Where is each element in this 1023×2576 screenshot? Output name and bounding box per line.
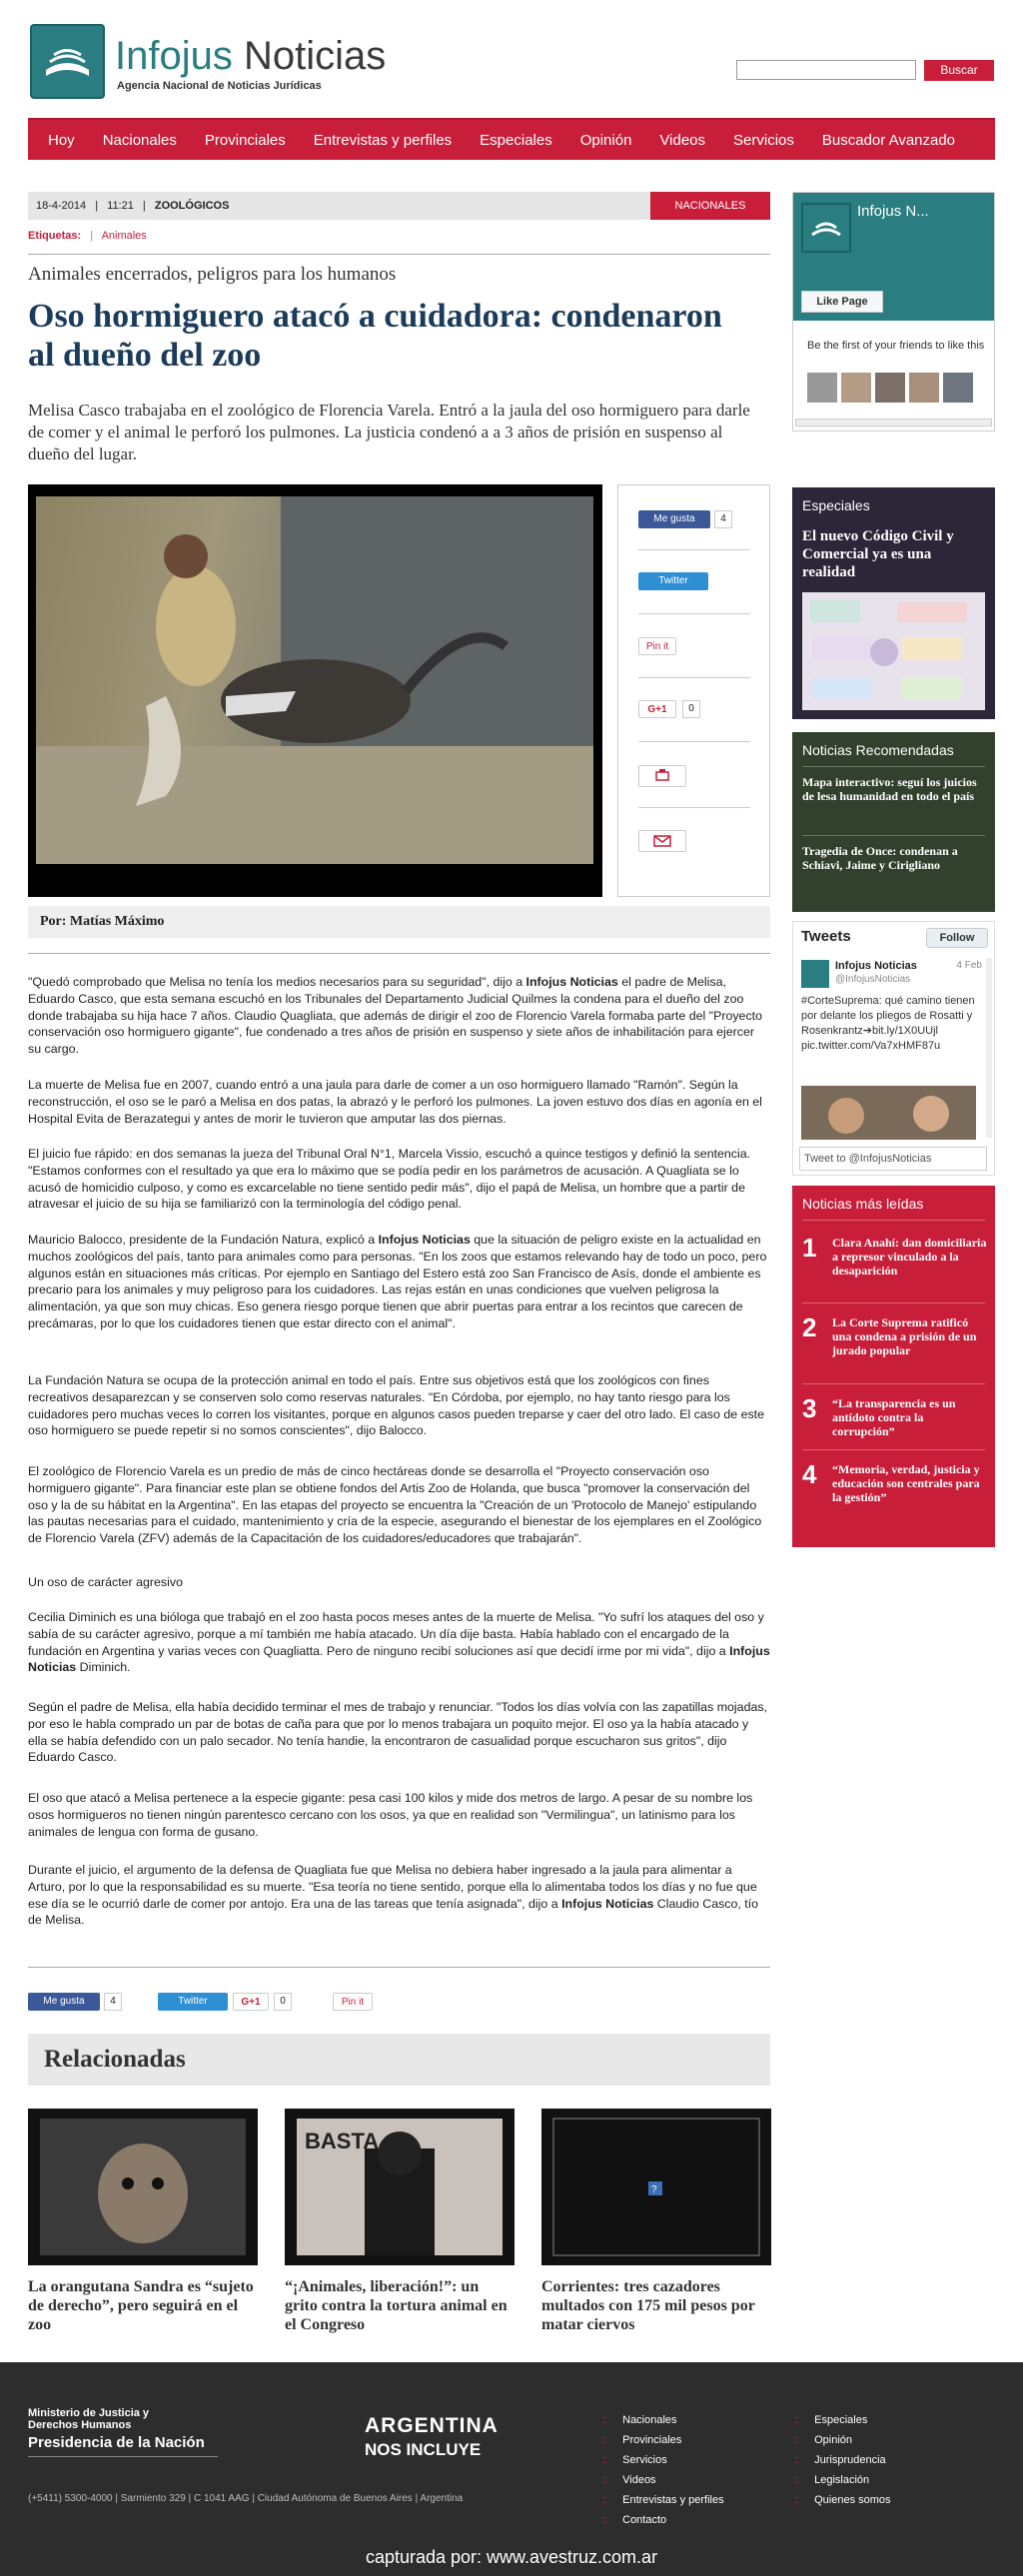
pinterest-button[interactable]: Pin it <box>638 637 676 655</box>
svg-text:BASTA: BASTA <box>305 2129 380 2153</box>
ministerio-logo[interactable]: Ministerio de Justicia y Derechos Humanos <box>28 2407 150 2431</box>
article-category[interactable]: ZOOLÓGICOS <box>154 200 230 212</box>
avatar[interactable] <box>909 373 939 403</box>
related-heading: Relacionadas <box>28 2034 770 2086</box>
footer-address: (+5411) 5300-4000 | Sarmiento 329 | C 1041 AAG | Ciudad Autónoma de Buenos Aires | Argentina <box>28 2493 464 2504</box>
facebook-page-name[interactable]: Infojus N... <box>857 203 929 220</box>
nav-item-opinion[interactable]: Opinión <box>579 131 632 149</box>
print-icon[interactable] <box>638 765 686 787</box>
facebook-friends-text: Be the first of your friends to like this <box>807 340 985 352</box>
share-column <box>617 484 770 897</box>
mas-leidas-label: Noticias más leídas <box>802 1196 924 1212</box>
twitter-button[interactable]: Twitter <box>158 1993 228 2011</box>
argentina-logo-text: ARGENTINA <box>365 2414 499 2437</box>
twitter-avatar[interactable] <box>801 960 829 988</box>
divider <box>638 677 750 678</box>
mas-leida-link[interactable]: La Corte Suprema ratificó una condena a prisión de un jurado popular <box>832 1315 977 1357</box>
paragraph-bold: Infojus Noticias <box>525 975 618 989</box>
divider <box>638 613 750 614</box>
gplus-button[interactable]: G+1 <box>638 700 676 718</box>
related-image-protest[interactable] <box>285 2109 514 2265</box>
nav-item-servicios[interactable]: Servicios <box>733 131 794 149</box>
article-date: 18-4-2014 <box>36 200 87 212</box>
divider <box>802 1220 985 1221</box>
site-footer <box>0 2362 1023 2576</box>
facebook-count: 4 <box>714 510 732 528</box>
capture-credit: capturada por: www.avestruz.com.ar <box>365 2547 658 2567</box>
divider <box>802 835 985 836</box>
divider <box>28 2456 218 2457</box>
related-image-orangutan[interactable] <box>28 2109 258 2265</box>
tweet-user[interactable]: Infojus Noticias <box>835 960 917 972</box>
especiales-title[interactable]: El nuevo Código Civil y Comercial ya es una realidad <box>802 528 954 580</box>
footer-link[interactable]: :: Nacionales <box>602 2414 677 2426</box>
related-image-placeholder[interactable] <box>541 2109 771 2265</box>
facebook-like-page-button[interactable]: Like Page <box>801 291 883 313</box>
especiales-box <box>792 487 995 719</box>
twitter-follow-button[interactable]: Follow <box>926 928 988 948</box>
gplus-count: 0 <box>274 1993 292 2011</box>
rank-number: 4 <box>802 1459 817 1489</box>
avatar[interactable] <box>943 373 973 403</box>
logo-name-2: Noticias <box>243 34 387 78</box>
article-paragraph <box>28 974 770 1058</box>
main-nav <box>28 118 995 160</box>
tweet-image[interactable] <box>801 1086 976 1140</box>
logo-name-1: Infojus <box>115 34 233 78</box>
horizontal-scrollbar[interactable] <box>795 419 992 427</box>
share-bar-bottom <box>28 1991 770 2013</box>
gplus-button[interactable]: G+1 <box>233 1993 269 2011</box>
recomendadas-box <box>792 732 995 912</box>
nav-item-nacionales[interactable]: Nacionales <box>102 131 177 149</box>
tweet-to-input[interactable]: Tweet to @InfojusNoticias <box>799 1147 987 1171</box>
divider <box>638 807 750 808</box>
footer-link[interactable]: :: Jurisprudencia <box>794 2454 886 2466</box>
tweets-label: Tweets <box>801 928 851 945</box>
site-logo-text[interactable] <box>115 34 386 79</box>
divider <box>802 1383 985 1384</box>
nav-item-entrevistas[interactable]: Entrevistas y perfiles <box>313 131 453 149</box>
related-title[interactable]: La orangutana Sandra es “sujeto de derecho”, pero seguirá en el zoo <box>28 2278 254 2333</box>
recomendada-link[interactable]: Tragedia de Once: condenan a Schiavi, Jaime y Cirigliano <box>802 844 958 872</box>
facebook-like-button[interactable]: Me gusta <box>28 1993 100 2011</box>
footer-link[interactable]: :: Servicios <box>602 2454 667 2466</box>
pinterest-button[interactable]: Pin it <box>333 1993 373 2011</box>
divider <box>638 549 750 550</box>
divider <box>28 953 770 954</box>
article-paragraph: El zoológico de Florencio Varela es un predio de más de cinco hectáreas donde se desarrolla el "Proyecto conservación oso hormiguero gigante". Para financiar este plan se obtiene fondos del Artis Zoo de Holanda, que busca "promover la conservación del oso y la de su hábitat en la Argentina". En las etapas del proyecto se encuentra la "Creación de un 'Protocolo de Manejo' estipulando las pautas necesarias para el cuidado, mantenimiento y cría de la especie, asegurando el bienestar de los ejemplares en el Zoológico de Florencio Varela (ZFV) además de la Capacitación de los cuidadores/educadores que trabajarán". <box>28 1464 762 1546</box>
related-title[interactable]: “¡Animales, liberación!”: un grito contra la tortura animal en el Congreso <box>285 2278 508 2333</box>
nos-incluye-text: NOS INCLUYE <box>365 2440 482 2459</box>
tag-link[interactable]: Animales <box>101 230 147 242</box>
footer-link[interactable]: :: Provinciales <box>602 2434 681 2446</box>
article-subheading: Un oso de carácter agresivo <box>28 1575 183 1589</box>
article-paragraph <box>28 1232 770 1332</box>
article-paragraph: El juicio fue rápido: en dos semanas la jueza del Tribunal Oral N°1, Marcela Vissio, escuchó a quince testigos y definió la sentencia. "Estamos conformes con el resultado ya que era lo máximo que se podía pedir en los parámetros de acusación. A Quagliata se lo acusó de homicidio culposo, y como es excarcelable no tiene sentido pedir más", dijo el papá de Melisa, un hombre que a partir de atravesar el juicio de su hija se familiarizó con la terminología del código penal. <box>28 1147 751 1212</box>
avatar[interactable] <box>875 373 905 403</box>
tags-label: Etiquetas: <box>28 230 82 242</box>
divider <box>28 1967 770 1968</box>
nav-item-provinciales[interactable]: Provinciales <box>204 131 286 149</box>
facebook-page-logo-icon <box>801 203 851 253</box>
especiales-image[interactable] <box>802 592 985 710</box>
especiales-label: Especiales <box>802 497 870 513</box>
article-summary: Melisa Casco trabajaba en el zoológico de Florencia Varela. Entró a la jaula del oso hormiguero para darle de comer y el animal le perforó los pulmones. La justicia condenó a a 3 años de prisión en suspenso al dueño del lugar. <box>28 401 750 463</box>
tweet-handle[interactable]: @InfojusNoticias <box>835 974 911 985</box>
site-tagline: Agencia Nacional de Noticias Jurídicas <box>117 80 322 92</box>
paragraph-text: Cecilia Diminich es una bióloga que trabajó en el zoo hasta pocos meses antes de la muerte de Melisa. "Yo sufrí los ataques del oso y sabía de su carácter agresivo, porque a mí también me había atacado. Un día dije basta. Había hablado con el encargado de la fundación en Argentina y varias veces con Quagliatta. Pero de ninguno recibí soluciones así que decidí irme por mi vida", dijo a <box>28 1610 764 1658</box>
tweet-date[interactable]: 4 Feb <box>956 960 982 971</box>
article-paragraph: El oso que atacó a Melisa pertenece a la especie gigante: pesa casi 100 kilos y mide dos metros de largo. A pesar de su nombre los osos hormigueros no tienen ningún parentesco cercano con los osos, ya que en realidad son "Vermilingua", un latinismo para los animales de lengua con forma de gusano. <box>28 1791 753 1839</box>
article-time: 11:21 <box>107 200 134 212</box>
divider <box>802 1302 985 1303</box>
article-kicker: Animales encerrados, peligros para los humanos <box>28 264 397 285</box>
avatar[interactable] <box>841 373 871 403</box>
tweet-text: #CorteSuprema: qué camino tienen por delante los pliegos de Rosatti y Rosenkrantz➔bit.ly/1X0UUjl pic.twitter.com/Va7xHMF87u <box>801 995 975 1052</box>
footer-link[interactable]: :: Quienes somos <box>794 2494 891 2506</box>
facebook-count: 4 <box>104 1993 122 2011</box>
tags-line: Etiquetas: | Animales <box>28 230 147 242</box>
recomendadas-label: Noticias Recomendadas <box>802 742 954 758</box>
divider <box>802 1449 985 1450</box>
nav-item-hoy[interactable]: Hoy <box>48 131 75 149</box>
paragraph-text: Mauricio Balocco, presidente de la Fundación Natura, explicó a <box>28 1233 379 1247</box>
footer-link[interactable]: :: Legislación <box>794 2474 869 2486</box>
article-author: Por: Matías Máximo <box>28 906 770 938</box>
paragraph-text: Diminich. <box>76 1660 131 1675</box>
facebook-cover <box>793 193 994 321</box>
search-input[interactable] <box>736 60 916 80</box>
site-header <box>0 0 1023 118</box>
divider <box>28 254 770 255</box>
article-photo[interactable] <box>36 496 593 864</box>
paragraph-text: que la situación de peligro existe en la actualidad en muchos zoológicos del país, tanto para animales como para personas. "En los zoos que estamos relevando hay de todo un poco, pero algunos están en situaciones más críticas. Por ejemplo en Santiago del Estero está zoo San Francisco de Asís, donde el ambiente es precario para los animales y muy peligroso para los cuidadores. Las rejas están en unas condiciones que vuelven peligrosa la alimentación, ya que son muy chicas. Eso genera riesgo porque tienen que abrir puertas para entrar a los recintos que carecen de precámaras, por lo que los cuidadores tienen que estar directo con el animal". <box>28 1233 767 1330</box>
search-button[interactable]: Buscar <box>924 60 994 81</box>
avatar[interactable] <box>807 373 837 403</box>
paragraph-bold: Infojus Noticias <box>378 1233 471 1247</box>
article-paragraph <box>28 1862 770 1929</box>
related-title[interactable]: Corrientes: tres cazadores multados con 175 mil pesos por matar ciervos <box>541 2278 755 2333</box>
footer-link[interactable]: :: Especiales <box>794 2414 867 2426</box>
footer-link[interactable]: :: Contacto <box>602 2514 666 2526</box>
logo-icon[interactable] <box>30 24 105 99</box>
gplus-count: 0 <box>682 700 700 718</box>
facebook-widget <box>792 192 995 431</box>
article-paragraph: La muerte de Melisa fue en 2007, cuando entró a una jaula para darle de comer a un oso hormiguero llamado "Ramón". Según la reconstrucción, el oso se le paró a Melisa en dos patas, la abrazó y le perforó los pulmones. La joven estuvo dos días en agonía en el Hospital Evita de Berazategui y antes de morir le tuvieron que amputar las dos piernas. <box>28 1078 762 1126</box>
mas-leida-link[interactable]: “La transparencia es un antídoto contra la corrupción” <box>832 1396 956 1438</box>
article-title: Oso hormiguero atacó a cuidadora: condenaron al dueño del zoo <box>28 298 722 374</box>
section-badge[interactable]: NACIONALES <box>650 192 770 220</box>
paragraph-bold: Infojus Noticias <box>561 1896 654 1911</box>
tweet-scrollbar[interactable] <box>986 958 992 1138</box>
paragraph-bold: Infojus Noticias <box>28 1643 770 1675</box>
mas-leidas-box <box>792 1186 995 1547</box>
mas-leida-link[interactable]: Clara Anahí: dan domiciliaria a represor vinculado a la desaparición <box>832 1236 987 1278</box>
presidencia-logo[interactable]: Presidencia de la Nación <box>28 2434 205 2451</box>
article-paragraph <box>28 1609 770 1676</box>
divider <box>802 766 985 767</box>
twitter-button[interactable]: Twitter <box>638 572 708 590</box>
email-icon[interactable] <box>638 830 686 852</box>
article-paragraph: Según el padre de Melisa, ella había decidido terminar el mes de trabajo y renunciar. "Todos los días volvía con las zapatillas mojadas, por eso le habla comprado un par de botas de caña para que por lo menos trabajara un poquito mejor. El oso ya la había atacado y ella se había defendido con un palo secador. No tenía handie, la encontraron de casualidad porque escucharon sus gritos", dijo Eduardo Casco. <box>28 1700 767 1765</box>
mas-leida-link[interactable]: “Memoria, verdad, justicia y educación son centrales para la gestión” <box>832 1462 980 1504</box>
nav-item-especiales[interactable]: Especiales <box>480 131 552 149</box>
paragraph-text: el padre de Melisa, Eduardo Casco, que esta semana escuchó en los Tribunales del Departamento Judicial Quilmes la condena para el dueño del zoo donde trabajaba su hija hace 7 años. Claudio Quagliata, que además de dirigir el zoo de Florencio Varela formaba parte del "Proyecto conservación oso hormiguero gigante", fue condenado a tres años de prisión en suspenso y siete años de inhabilitación para ejercer su cargo. <box>28 975 762 1057</box>
twitter-widget <box>792 921 995 1176</box>
paragraph-text: "Quedó comprobado que Melisa no tenía los medios necesarios para su seguridad", dijo a <box>28 975 526 989</box>
facebook-like-button[interactable]: Me gusta <box>638 510 710 528</box>
divider <box>638 741 750 742</box>
recomendada-link[interactable]: Mapa interactivo: seguí los juicios de lesa humanidad en todo el país <box>802 775 977 803</box>
paragraph-text: Durante el juicio, el argumento de la defensa de Quagliata fue que Melisa no debiera haber ingresado a la jaula para alimentar a Arturo, por lo que la responsabilidad es su muerte. "Esa teoría no tiene sentido, porque ella lo alimentaba todos los días y no fue que ese día se le ocurrió darle de comer por antojo. Era una de las tareas que tenía asignada", dijo a <box>28 1863 757 1911</box>
svg-text:?: ? <box>651 2184 657 2195</box>
paragraph-text: Claudio Casco, tío de Melisa. <box>28 1896 759 1928</box>
footer-link[interactable]: :: Videos <box>602 2474 656 2486</box>
article-meta-bar: 18-4-2014 | 11:21 | ZOOLÓGICOS NACIONALES <box>28 192 770 220</box>
rank-number: 2 <box>802 1312 817 1342</box>
rank-number: 3 <box>802 1393 817 1423</box>
nav-item-buscador[interactable]: Buscador Avanzado <box>821 131 956 149</box>
rank-number: 1 <box>802 1233 817 1263</box>
nav-item-videos[interactable]: Videos <box>659 131 706 149</box>
footer-link[interactable]: :: Entrevistas y perfiles <box>602 2494 724 2506</box>
article-paragraph: La Fundación Natura se ocupa de la protección animal en todo el país. Entre sus objetivos está que los zoológicos con fines recreativos desaparezcan y se conserven solo como reservas naturales. "En Córdoba, por ejemplo, no hay tanto riesgo para los cuidadores pero muchas veces lo corren los visitantes, porque en algunos casos pueden treparse y caer del otro lado. El caso de este oso hormiguero se puede repetir si no somos conscientes", dijo Balocco. <box>28 1373 764 1438</box>
footer-link[interactable]: :: Opinión <box>794 2434 852 2446</box>
